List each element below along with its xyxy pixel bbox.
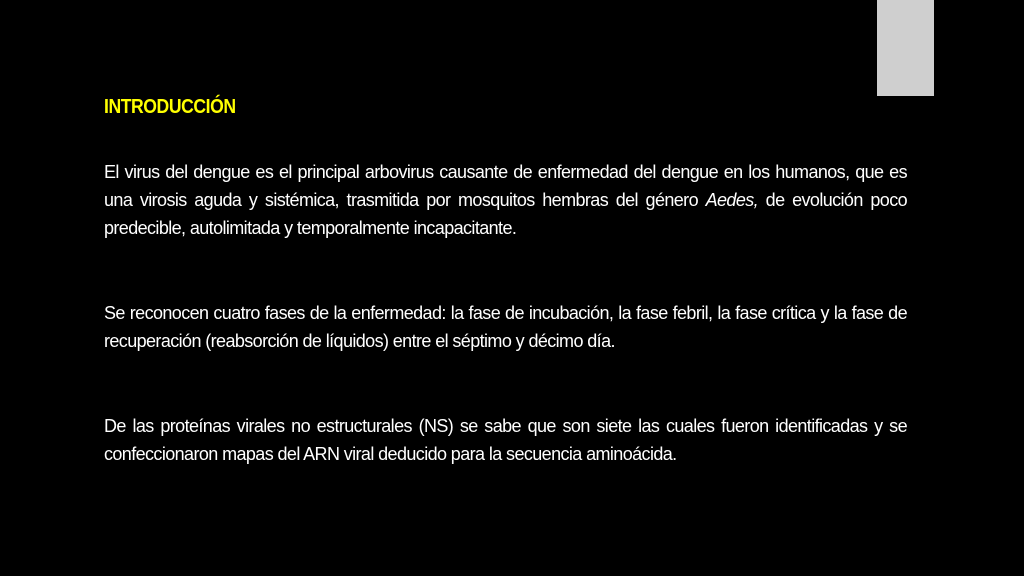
paragraph-2: Se reconocen cuatro fases de la enfermedad: la fase de incubación, la fase febril, la fase crítica y la fase de recuperación (reabsorción de líquidos) entre el séptimo y décimo día. <box>104 303 907 351</box>
paragraph-1-text-start: El virus del dengue es el principal arbovirus causante de enfermedad del dengue en los humanos, que es una virosis aguda y sistémica, trasmitida por mosquitos hembras del género <box>104 162 907 210</box>
paragraph-1-text-end: de evolución poco predecible, autolimitada y temporalmente incapacitante. <box>104 190 908 238</box>
paragraph-1-italic-genus: Aedes, <box>705 190 759 210</box>
paragraph-1 <box>104 158 907 242</box>
corner-tab-decoration <box>877 0 934 96</box>
slide-title: INTRODUCCIÓN <box>104 96 236 118</box>
paragraph-3: De las proteínas virales no estructurales (NS) se sabe que son siete las cuales fueron identificadas y se confeccionaron mapas del ARN viral deducido para la secuencia aminoácida. <box>104 416 907 464</box>
